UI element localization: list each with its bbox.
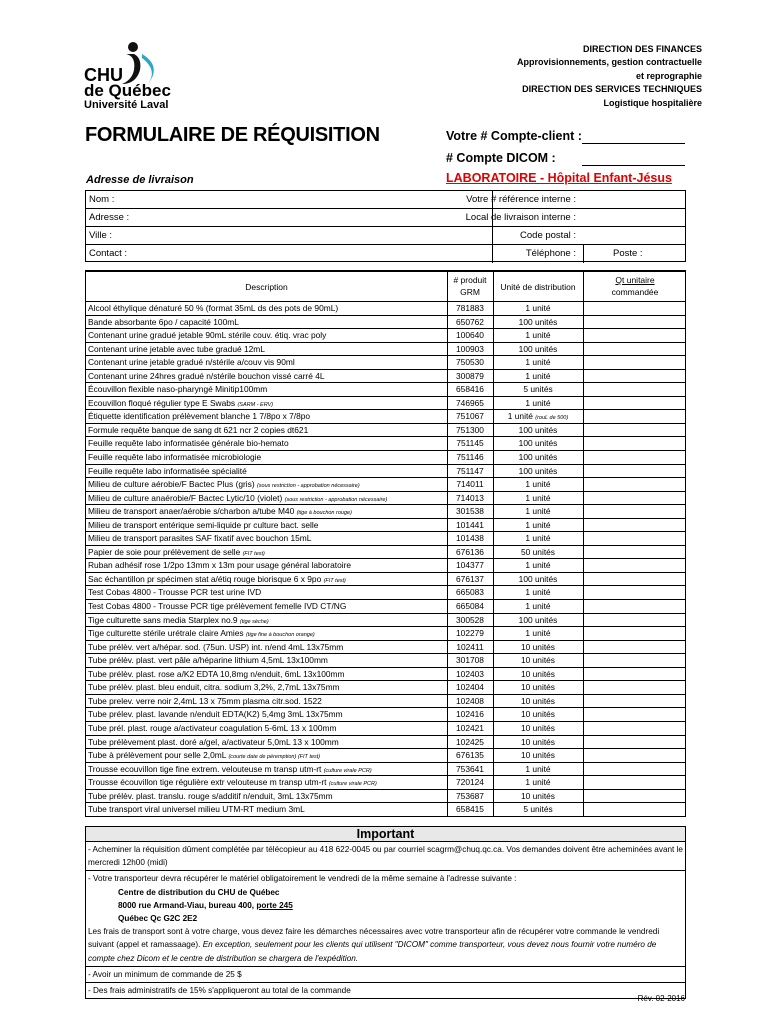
table-row: [86, 409, 685, 423]
item-product-code: 102279: [456, 628, 484, 639]
item-quantity-field[interactable]: [584, 329, 686, 342]
item-description: Tube transport viral universel milieu UTM-RT medium 3mL: [88, 804, 305, 815]
item-product-code: 676135: [456, 750, 484, 761]
item-quantity-field[interactable]: [584, 763, 686, 776]
name-label: Nom :: [89, 194, 115, 205]
item-quantity-field[interactable]: [584, 492, 686, 505]
item-quantity-field[interactable]: [584, 302, 686, 315]
item-description: Alcool éthylique dénaturé 50 % (format 35mL ds des pots de 90mL): [88, 303, 339, 313]
item-description: Test Cobas 4800 - Trousse PCR test urine IVD: [88, 587, 262, 598]
table-row: [86, 680, 685, 694]
item-product-code: 665083: [456, 587, 484, 598]
item-description: Formule requête banque de sang dt 621 ncr 2 copies dt621: [88, 424, 309, 435]
phone-label: Téléphone :: [525, 248, 576, 259]
important-note-1: - Acheminer la réquisition dûment complétée par télécopieur au 418 622-0045 ou par courriel scagrm@chuq.qc.ca. Vos demandes doivent être acheminées avant le mercredi 12h00 (midi): [88, 845, 683, 868]
item-description: Milieu de transport parasites SAF fixatif avec bouchon 15mL: [88, 533, 312, 544]
item-unit: 1 unité: [525, 628, 551, 639]
table-body: [86, 301, 685, 816]
item-product-code: 301708: [456, 655, 484, 666]
item-description: Tube prél. plast. rouge a/activateur coagulation 5-6mL 13 x 100mm: [88, 722, 337, 733]
item-product-code: 753687: [456, 790, 484, 801]
item-description: Papier de soie pour prélèvement de selle (FIT test): [88, 546, 265, 557]
table-row: [86, 464, 685, 478]
header-description: Description: [245, 282, 288, 292]
item-quantity-field[interactable]: [584, 343, 686, 356]
item-product-code: 102408: [456, 695, 484, 706]
item-unit: 100 unités: [518, 573, 558, 584]
item-quantity-field[interactable]: [584, 397, 686, 410]
item-unit: 100 unités: [518, 452, 558, 463]
item-unit: 1 unité (rouL de 500): [507, 411, 569, 422]
item-product-code: 751067: [456, 411, 484, 422]
item-unit: 1 unité: [525, 397, 551, 408]
item-product-code: 102425: [456, 736, 484, 747]
item-product-code: 750530: [456, 357, 484, 368]
item-unit: 100 unités: [518, 438, 558, 449]
logo-line-1: CHU: [84, 65, 123, 85]
table-row: [86, 396, 685, 410]
ref-label: Votre # référence interne :: [466, 194, 576, 205]
dicom-account-label: # Compte DICOM :: [446, 151, 556, 165]
item-description: Étiquette identification prélèvement blanche 1 7/8po x 7/8po: [88, 411, 311, 422]
item-quantity-field[interactable]: [584, 424, 686, 437]
table-row: [86, 735, 685, 749]
table-row: [86, 504, 685, 518]
item-description: Contenant urine jetable gradué n/stérile a/couv vis 90ml: [88, 357, 295, 368]
table-row: [86, 518, 685, 532]
dicom-account-field[interactable]: [582, 165, 685, 166]
table-row: [86, 531, 685, 545]
item-unit: 5 unités: [523, 384, 553, 395]
item-product-code: 751147: [456, 465, 484, 476]
header-line: et reprographie: [635, 70, 702, 81]
table-row: [86, 301, 685, 315]
item-quantity-field[interactable]: [584, 573, 686, 586]
header-line: Approvisionnements, gestion contractuelle: [516, 57, 702, 68]
item-description: Tube prelev. verre noir 2,4mL 13 x 75mm plasma citr.sod. 1522: [88, 695, 322, 706]
item-product-code: 300528: [456, 614, 484, 625]
item-product-code: 100903: [456, 343, 484, 354]
item-product-code: 102403: [456, 668, 484, 679]
item-unit: 10 unités: [521, 641, 555, 652]
item-unit: 100 unités: [518, 424, 558, 435]
table-row: [86, 355, 685, 369]
item-unit: 10 unités: [521, 750, 555, 761]
table-row: [86, 477, 685, 491]
item-description: Trousse ecouvillon tige fine extrem. velouteuse m transp utm-rt (culture virale PCR): [88, 763, 372, 774]
table-row: [86, 775, 685, 789]
item-description: Ecouvillon floqué régulier type E Swabs (SARM - ERV): [88, 397, 274, 408]
item-product-code: 102404: [456, 682, 484, 693]
item-quantity-field[interactable]: [584, 437, 686, 450]
item-unit: 10 unités: [521, 790, 555, 801]
item-quantity-field[interactable]: [584, 532, 686, 545]
table-row: [86, 572, 685, 586]
header-product-code: # produit GRM: [453, 275, 487, 297]
table-row: [86, 789, 685, 803]
item-product-code: 102411: [456, 641, 484, 652]
item-description: Tube prélèv. plast. translu. rouge s/additif n/enduit, 3mL 13x75mm: [88, 790, 333, 801]
item-unit: 10 unités: [521, 709, 555, 720]
chu-logo: [84, 40, 234, 110]
table-row: [86, 613, 685, 627]
item-description: Bande absorbante 6po / capacité 100mL: [88, 316, 239, 327]
item-product-code: 102421: [456, 722, 484, 733]
table-row: [86, 369, 685, 383]
item-description: Contenant urine gradué jetable 90mL stérile couv. étiq. vrac poly: [88, 330, 327, 341]
item-unit: 10 unités: [521, 695, 555, 706]
item-unit: 1 unité: [525, 601, 551, 612]
item-product-code: 714011: [456, 479, 484, 490]
item-quantity-field[interactable]: [584, 559, 686, 572]
item-quantity-field[interactable]: [584, 790, 686, 803]
item-unit: 100 unités: [518, 614, 558, 625]
item-quantity-field[interactable]: [584, 383, 686, 396]
item-description: Feuille requête labo informatisée spécialité: [88, 465, 247, 476]
item-description: Milieu de culture anaérobie/F Bactec Lytic/10 (violet) (sous restriction - approbation nécessaire): [88, 492, 388, 503]
table-row: [86, 626, 685, 640]
contact-label: Contact :: [89, 248, 128, 259]
item-product-code: 101438: [456, 533, 484, 544]
item-description: Sac échantillon pr spécimen stat a/étiq rouge biorisque 6 x 9po (FIT test): [88, 573, 346, 584]
item-unit: 100 unités: [518, 343, 558, 354]
table-row: [86, 640, 685, 654]
item-quantity-field[interactable]: [584, 370, 686, 383]
table-row: [86, 653, 685, 667]
item-unit: 10 unités: [521, 668, 555, 679]
item-product-code: 746965: [456, 397, 484, 408]
table-row: [86, 382, 685, 396]
table-row: [86, 328, 685, 342]
item-unit: 1 unité: [525, 587, 551, 598]
item-description: Tige culturette sans media Starplex no.9 (tige sèche): [88, 614, 269, 625]
table-row: [86, 667, 685, 681]
item-unit: 10 unités: [521, 655, 555, 666]
item-description: Tige culturette stérile urétrale claire Amies (tige fine à bouchon orange): [88, 628, 315, 639]
table-row: [86, 694, 685, 708]
item-quantity-field[interactable]: [584, 586, 686, 599]
table-row: [86, 599, 685, 613]
important-note-3: - Avoir un minimum de commande de 25 $: [88, 969, 242, 979]
logo-line-2: de Québec: [84, 81, 171, 100]
item-unit: 1 unité: [525, 560, 551, 571]
header-line: DIRECTION DES SERVICES TECHNIQUES: [522, 84, 702, 95]
table-row: [86, 436, 685, 450]
item-unit: 50 unités: [521, 546, 555, 557]
item-product-code: 720124: [456, 777, 484, 788]
item-unit: 1 unité: [525, 330, 551, 341]
item-quantity-field[interactable]: [584, 478, 686, 491]
table-header: [86, 272, 685, 301]
table-row: [86, 545, 685, 559]
item-unit: 1 unité: [525, 357, 551, 368]
client-account-label: Votre # Compte-client :: [446, 129, 582, 143]
table-row: [86, 802, 685, 816]
item-product-code: 714013: [456, 492, 484, 503]
table-row: [86, 707, 685, 721]
revision-label: Rév. 02-2016: [637, 994, 685, 1003]
item-description: Test Cobas 4800 - Trousse PCR tige prélèvement femelle IVD CT/NG: [88, 601, 347, 612]
item-quantity-field[interactable]: [584, 519, 686, 532]
item-quantity-field[interactable]: [584, 776, 686, 789]
item-product-code: 676137: [456, 573, 484, 584]
form-title: FORMULAIRE DE RÉQUISITION: [85, 124, 380, 146]
table-row: [86, 423, 685, 437]
table-row: [86, 585, 685, 599]
item-description: Trousse écouvillon tige régulière extr velouteuse m transp utm-rt (culture virale PCR): [88, 777, 377, 788]
item-description: Tube à prélèvement pour selle 2,0mL (courte date de péremption) (FIT test): [88, 750, 321, 761]
item-product-code: 781883: [456, 303, 484, 313]
item-description: Milieu de culture aérobie/F Bactec Plus (gris) (sous restriction - approbation nécessaire): [88, 479, 360, 490]
table-row: [86, 450, 685, 464]
table-row: [86, 315, 685, 329]
item-unit: 1 unité: [525, 303, 551, 313]
item-quantity-field[interactable]: [584, 356, 686, 369]
table-row: [86, 762, 685, 776]
item-description: Ruban adhésif rose 1/2po 13mm x 13m pour usage général laboratoire: [88, 560, 352, 571]
item-unit: 10 unités: [521, 722, 555, 733]
item-unit: 1 unité: [525, 492, 551, 503]
table-row: [86, 558, 685, 572]
header-line: DIRECTION DES FINANCES: [582, 44, 702, 54]
item-product-code: 104377: [456, 560, 484, 571]
table-row: [86, 342, 685, 356]
delivery-address-box: [85, 190, 686, 262]
item-unit: 100 unités: [518, 465, 558, 476]
lab-title: LABORATOIRE - Hôpital Enfant-Jésus: [446, 171, 672, 185]
item-unit: 1 unité: [525, 479, 551, 490]
items-table: [85, 270, 686, 817]
item-description: Feuille requête labo informatisée générale bio-hemato: [88, 438, 289, 449]
item-description: Tube prélèvement plast. doré a/gel, a/activateur 5,0mL 13 x 100mm: [88, 736, 339, 747]
item-quantity-field[interactable]: [584, 803, 686, 816]
table-row: [86, 748, 685, 762]
item-product-code: 751145: [456, 438, 484, 449]
item-quantity-field[interactable]: [584, 668, 686, 681]
city-label: Ville :: [89, 230, 113, 241]
item-quantity-field[interactable]: [584, 505, 686, 518]
item-unit: 1 unité: [525, 519, 551, 530]
item-unit: 10 unités: [521, 736, 555, 747]
table-row: [86, 491, 685, 505]
local-label: Local de livraison interne :: [465, 212, 576, 223]
important-title: Important: [86, 827, 685, 842]
item-quantity-field[interactable]: [584, 465, 686, 478]
item-unit: 100 unités: [518, 316, 558, 327]
item-unit: 1 unité: [525, 533, 551, 544]
client-account-field[interactable]: [582, 143, 685, 144]
item-product-code: 751300: [456, 424, 484, 435]
header-line: Logistique hospitalière: [603, 97, 702, 108]
item-product-code: 650762: [456, 316, 484, 327]
item-quantity-field[interactable]: [584, 695, 686, 708]
item-product-code: 753641: [456, 763, 484, 774]
direction-header: [517, 43, 702, 110]
logo-line-3: Université Laval: [84, 99, 169, 111]
item-product-code: 676136: [456, 546, 484, 557]
item-quantity-field[interactable]: [584, 546, 686, 559]
item-quantity-field[interactable]: [584, 451, 686, 464]
item-description: Tube prélèv. plast. bleu enduit, citra. sodium 3,2%, 2,7mL 13x75mm: [88, 682, 340, 693]
item-quantity-field[interactable]: [584, 316, 686, 329]
item-unit: 1 unité: [525, 777, 551, 788]
item-quantity-field[interactable]: [584, 600, 686, 613]
item-product-code: 101441: [456, 519, 484, 530]
item-description: Feuille requête labo informatisée microbiologie: [88, 452, 262, 463]
item-product-code: 300879: [456, 370, 484, 381]
item-quantity-field[interactable]: [584, 410, 686, 423]
important-box: [85, 826, 686, 999]
item-unit: 1 unité: [525, 370, 551, 381]
item-unit: 1 unité: [525, 506, 551, 517]
table-row: [86, 721, 685, 735]
address-label: Adresse :: [89, 212, 130, 223]
item-description: Tube prélèv. plast. rose a/K2 EDTA 10,8mg n/enduit, 6mL 13x100mm: [88, 668, 345, 679]
item-product-code: 102416: [456, 709, 484, 720]
item-unit: 1 unité: [525, 763, 551, 774]
item-product-code: 100640: [456, 330, 484, 341]
item-description: Milieu de transport anaer/aérobie s/charbon a/tube M40 (tige à bouchon rouge): [88, 506, 352, 517]
item-description: Contenant urine jetable avec tube gradué 12mL: [88, 343, 265, 354]
item-quantity-field[interactable]: [584, 681, 686, 694]
delivery-address-title: Adresse de livraison: [86, 174, 194, 186]
item-unit: 5 unités: [523, 804, 553, 815]
important-note-4: - Des frais administratifs de 15% s'appliqueront au total de la commande: [88, 986, 351, 996]
poste-label: Poste :: [613, 248, 643, 259]
item-quantity-field[interactable]: [584, 654, 686, 667]
item-quantity-field[interactable]: [584, 749, 686, 762]
item-quantity-field[interactable]: [584, 722, 686, 735]
item-quantity-field[interactable]: [584, 614, 686, 627]
item-product-code: 301538: [456, 506, 484, 517]
postal-label: Code postal :: [520, 230, 576, 241]
item-description: Écouvillon flexible naso-pharyngé Minitip100mm: [88, 384, 268, 395]
header-unit: Unité de distribution: [500, 282, 576, 292]
item-quantity-field[interactable]: [584, 627, 686, 640]
important-note-2: - Votre transporteur devra récupérer le matériel obligatoirement le vendredi de la même semaine à l'adresse suivante : Centre de distribution du CHU de Québec 8000 rue Armand-Viau, bureau 400, porte 245 Québec Qc G2C 2E2 Les frais de transport sont à votre charge, vous devez faire les démarches nécessaires avec votre transporteur afin de récupérer votre commande le vendredi suivant (appel et ramassaage). En exception, seulement pour les clients qui utilisent "DICOM" comme transporteur, vous devez nous fournir votre numéro de compte chez Dicom et le centre de distribution se chargera de l'expédition.: [88, 874, 660, 963]
item-description: Tube prélèv. plast. vert pâle a/héparine lithium 4,5mL 13x100mm: [88, 655, 328, 666]
item-product-code: 751146: [456, 452, 484, 463]
item-description: Contenant urine 24hres gradué n/stérile bouchon vissé carré 4L: [88, 370, 325, 381]
item-product-code: 658416: [456, 384, 484, 395]
item-product-code: 658415: [456, 804, 484, 815]
item-description: Tube prélev. plast. lavande n/enduit EDTA(K2) 5,4mg 3mL 13x75mm: [88, 709, 343, 720]
item-unit: 10 unités: [521, 682, 555, 693]
item-description: Milieu de transport entérique semi-liquide pr culture bact. selle: [88, 519, 319, 530]
item-description: Tube prélèv. vert a/hépar. sod. (75un. USP) int. n/end 4mL 13x75mm: [88, 641, 344, 652]
item-product-code: 665084: [456, 601, 484, 612]
item-quantity-field[interactable]: [584, 641, 686, 654]
item-quantity-field[interactable]: [584, 708, 686, 721]
header-quantity: Qt unitaire commandée: [611, 275, 659, 297]
item-quantity-field[interactable]: [584, 736, 686, 749]
